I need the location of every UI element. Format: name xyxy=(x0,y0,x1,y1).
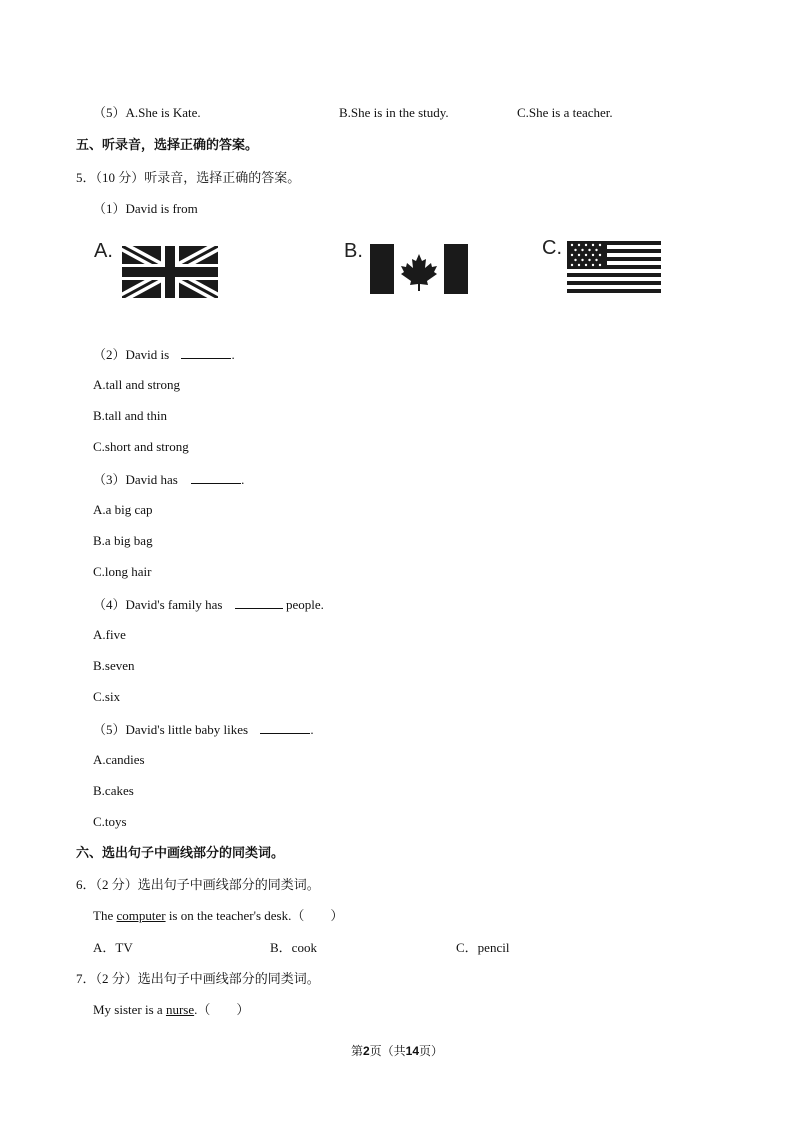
question-stem: 5．（10 分）听录音，选择正确的答案。 xyxy=(76,170,301,185)
page-number: 2 xyxy=(362,1044,370,1058)
question-sentence: My sister is a nurse.（ ） xyxy=(93,1002,250,1017)
underlined-word: nurse xyxy=(165,1002,195,1017)
option-b: B.cakes xyxy=(93,783,134,798)
option-c: C.short and strong xyxy=(93,439,189,454)
question-item: （4）David's family has people. xyxy=(93,597,324,612)
canada-flag-icon xyxy=(370,244,468,298)
answer-blank xyxy=(181,346,231,359)
question-item: （3）David has . xyxy=(93,472,245,487)
option-b: B.a big bag xyxy=(93,533,153,548)
section-heading: 六、选出句子中画线部分的同类词。 xyxy=(76,846,285,861)
option-c: C．pencil xyxy=(456,940,510,955)
option-b: B.She is in the study. xyxy=(339,105,449,120)
option-c: C.toys xyxy=(93,814,127,829)
q4-item5 xyxy=(93,105,201,121)
option-a: A.five xyxy=(93,627,126,642)
option-a: A.a big cap xyxy=(93,502,153,517)
usa-flag-icon xyxy=(567,241,661,297)
section-heading: 五、听录音，选择正确的答案。 xyxy=(76,138,259,153)
option-label-b: B. xyxy=(344,240,363,262)
page-footer: 第2页（共14页） xyxy=(350,1044,444,1058)
answer-blank xyxy=(235,596,283,609)
question-stem: 6．（2 分）选出句子中画线部分的同类词。 xyxy=(76,877,320,892)
option-b: B.seven xyxy=(93,658,135,673)
option-a: A.tall and strong xyxy=(93,377,181,392)
option-c: C.long hair xyxy=(93,564,152,579)
option-label-a: A. xyxy=(94,240,113,262)
question-sentence: The computer is on the teacher's desk.（ ） xyxy=(93,908,344,923)
option-a: A．TV xyxy=(93,940,133,955)
option-a: A.candies xyxy=(93,752,145,767)
uk-flag-icon xyxy=(122,246,218,302)
total-pages: 14 xyxy=(405,1044,420,1058)
question-item: （5）David's little baby likes . xyxy=(93,722,314,737)
option-c: C.She is a teacher. xyxy=(517,105,613,120)
question-stem: 7．（2 分）选出句子中画线部分的同类词。 xyxy=(76,971,320,986)
option-b: B.tall and thin xyxy=(93,408,168,423)
underlined-word: computer xyxy=(116,908,166,923)
answer-blank xyxy=(260,721,310,734)
option-c: C.six xyxy=(93,689,121,704)
option-a: A.She is Kate. xyxy=(125,105,201,120)
question-item: （2）David is . xyxy=(93,347,235,362)
item-number: （5） xyxy=(93,105,126,120)
option-label-c: C. xyxy=(542,237,562,259)
question-item: （1）David is from xyxy=(93,201,198,216)
option-b: B．cook xyxy=(270,940,317,955)
answer-blank xyxy=(191,471,241,484)
